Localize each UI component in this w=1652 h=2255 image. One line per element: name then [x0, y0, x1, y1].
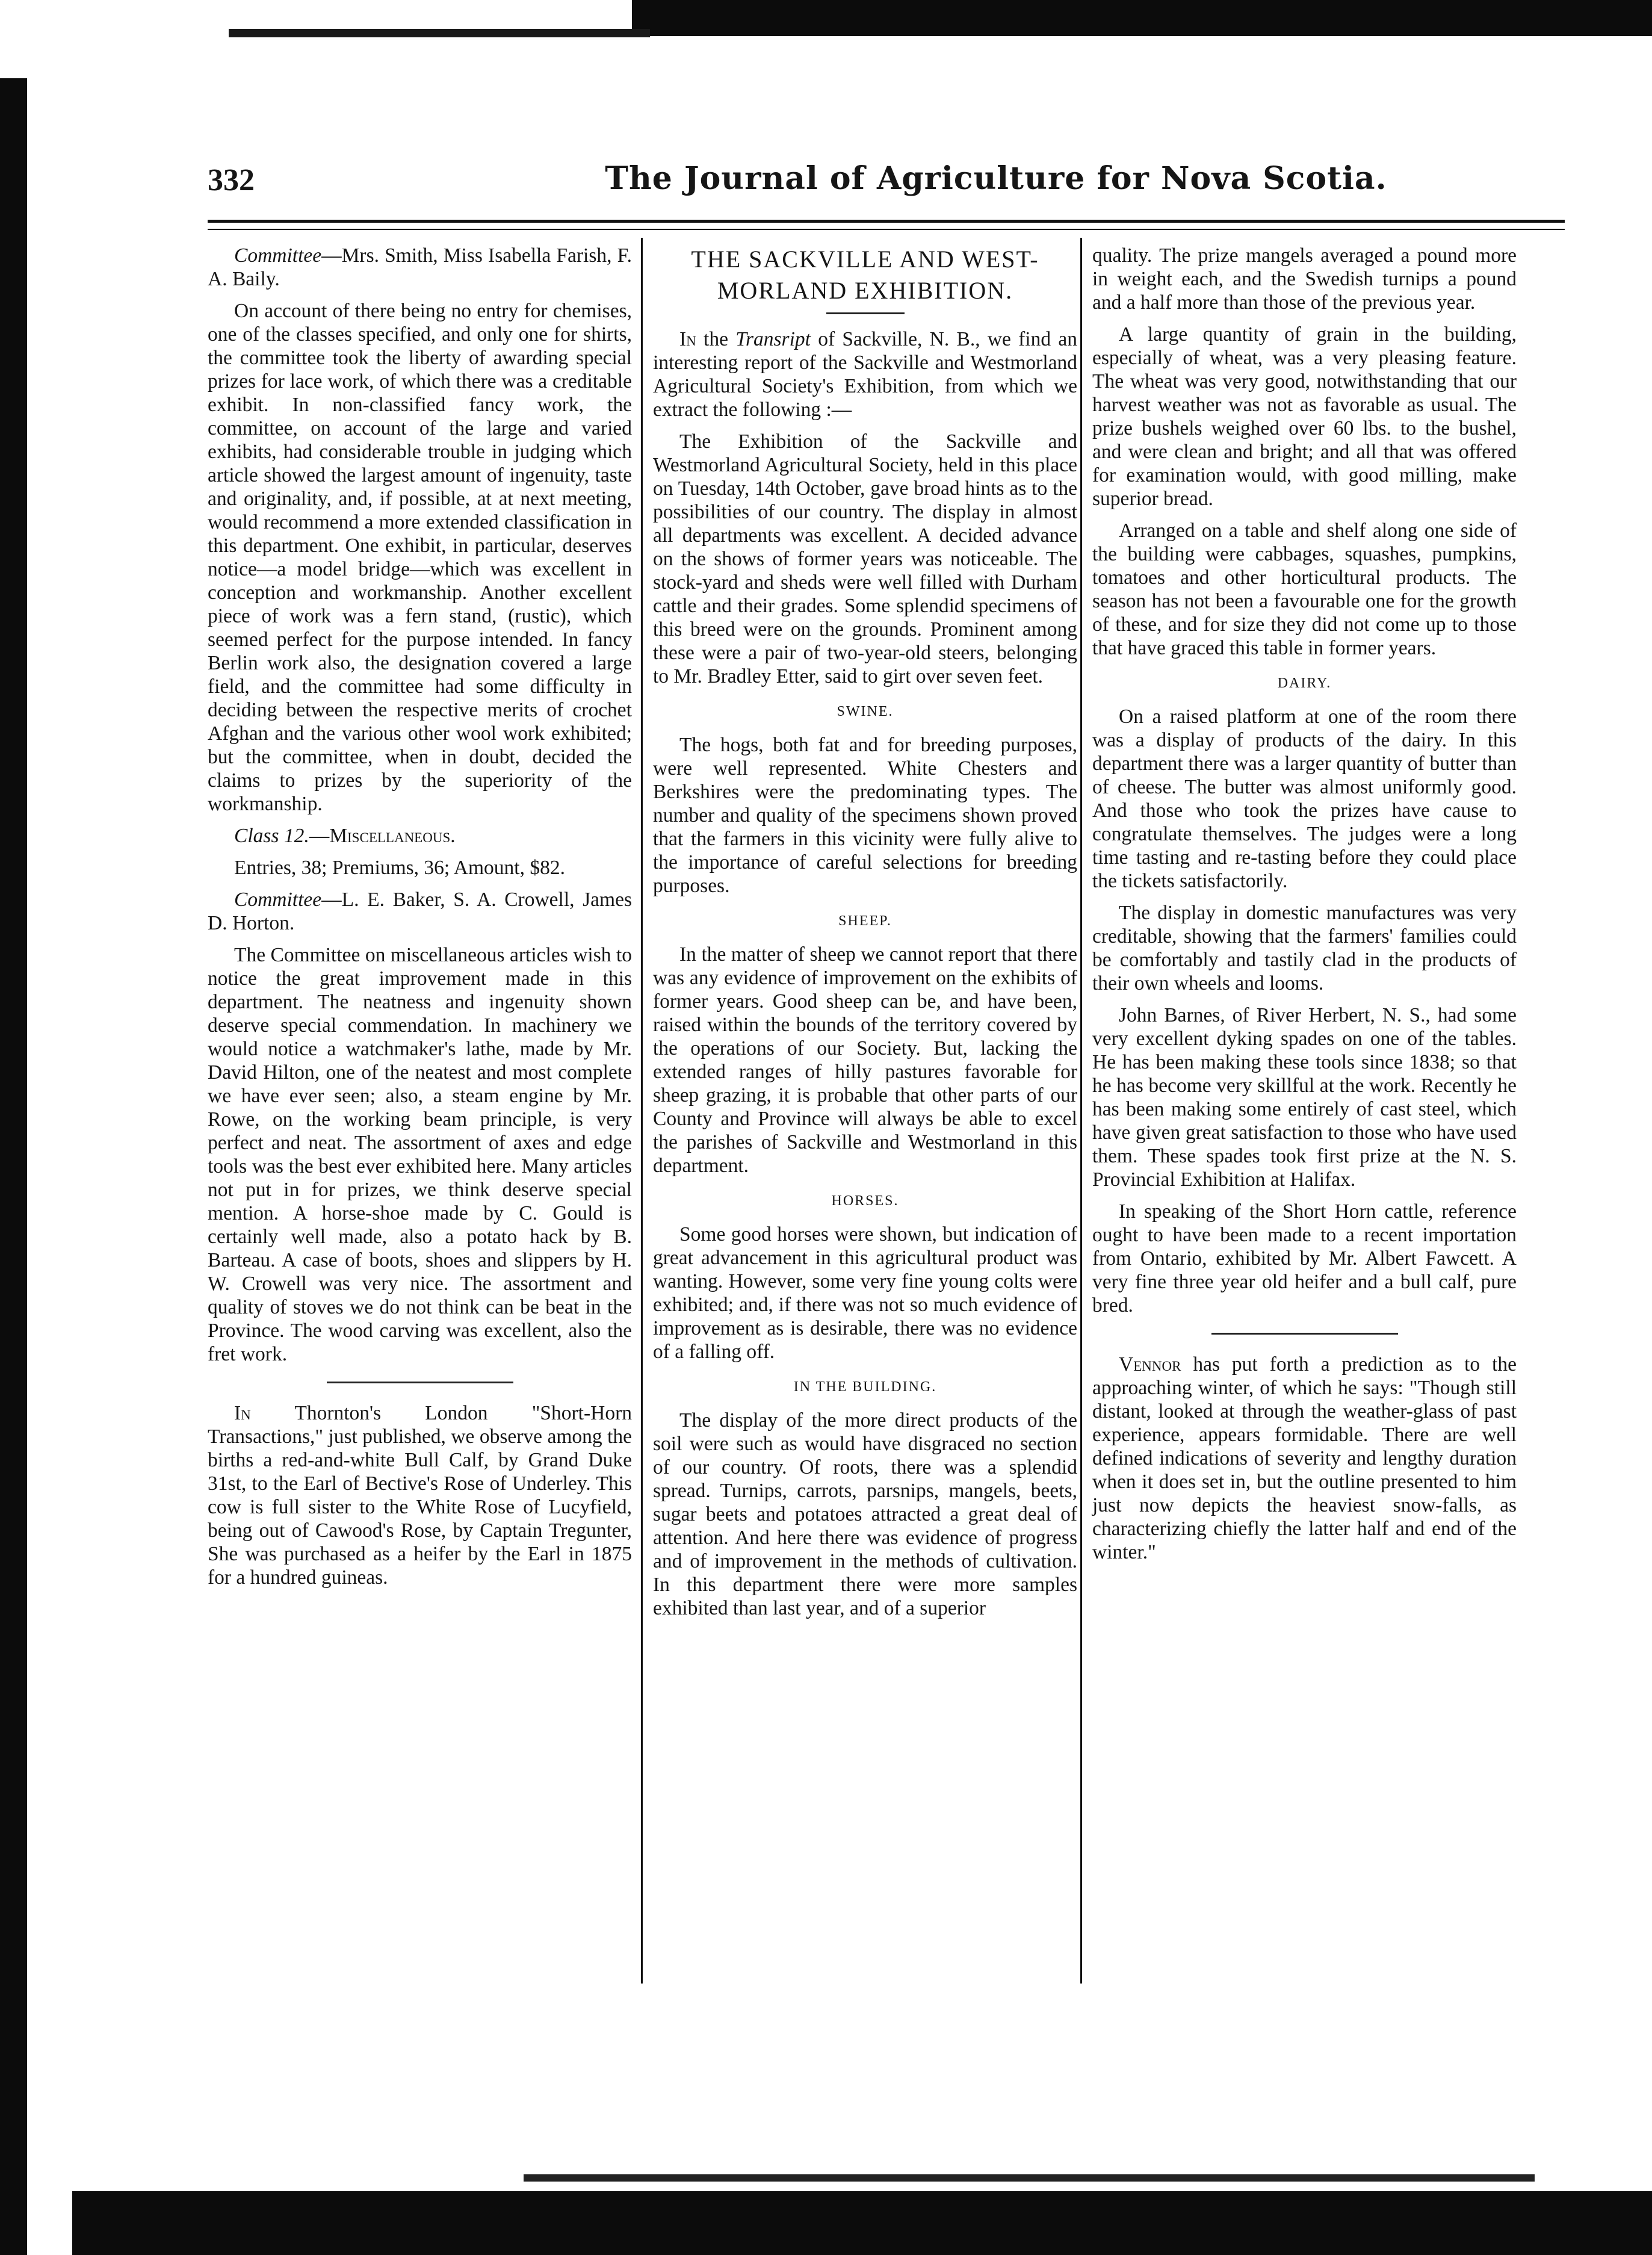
intro-paper-name: Transript	[735, 328, 811, 350]
subhead-building: IN THE BUILDING.	[793, 1379, 937, 1395]
scan-border-bottom-thin	[524, 2174, 1535, 2182]
subhead-dairy: DAIRY.	[1277, 675, 1332, 691]
dairy-paragraph: On a raised platform at one of the room there was a display of products of the dairy. In this department there was a larger quantity of butter than of cheese. The butter was almost uniformly good. And those who took the prizes have cause to congratulate themselves. The judges were a long time tasting and re-tasting before they could place the tickets satisfactorily.	[1092, 706, 1517, 892]
quality-paragraph: quality. The prize mangels averaged a pound more in weight each, and the Swedish turnips a pound and a half more than those of the previous year.	[1092, 244, 1517, 314]
swine-paragraph: The hogs, both fat and for breeding purposes, were well represented. White Chesters and Berkshires were the predominating types. The number and quality of the specimens shown proved that the farmers in this vicinity were fully alive to the importance of careful selections for breeding purposes.	[653, 734, 1077, 897]
domestic-paragraph: The display in domestic manufactures was very creditable, showing that the farmers' families could be comfortably and tastily clad in the products of their own wheels and looms.	[1092, 902, 1517, 994]
committee-label: Committee	[234, 244, 322, 267]
scan-border-left	[0, 78, 27, 2255]
subhead-swine: SWINE.	[837, 704, 894, 719]
committee-paragraph	[208, 244, 632, 291]
running-title: The Journal of Agriculture for Nova Scotia.	[605, 160, 1387, 197]
column-divider-2	[1080, 238, 1082, 1984]
horses-paragraph: Some good horses were shown, but indication of great advancement in this agricultural product was wanting. However, some very fine young colts were exhibited; and, if there was not so much evidence of improvement as is desirable, there was no evidence of a falling off.	[653, 1223, 1077, 1363]
column-right	[1092, 244, 1517, 1572]
page-number: 332	[208, 163, 255, 197]
vennor-lead: Vennor	[1119, 1353, 1181, 1376]
column-middle	[653, 244, 1077, 1628]
class-number: Class 12.	[234, 825, 309, 847]
committee-members: —Mrs. Smith, Miss Isabella Farish, F. A. Baily.	[208, 244, 632, 290]
misc-committee-paragraph	[208, 888, 632, 935]
thornton-text: Thornton's London "Short-Horn Transactions," just published, we observe among the births a red-and-white Bull Calf, by Grand Duke 31st, to the Earl of Bective's Rose of Underley. This cow is full sister to the White Rose of Lucyfield, being out of Cawood's Rose, by Captain Tregunter, She was purchased as a heifer by the Earl in 1875 for a hundred guineas.	[208, 1402, 632, 1589]
page-header	[208, 160, 1565, 211]
sheep-paragraph: In the matter of sheep we cannot report that there was any evidence of improvement on the exhibits of former years. Good sheep can be, and have been, raised within the bounds of the territory covered by the operations of our Society. But, lacking the extended ranges of hilly pastures favorable for sheep grazing, it is probable that other parts of our County and Province will always be able to excel the parishes of Sackville and Westmorland in this department.	[653, 943, 1077, 1177]
section-rule	[327, 1382, 513, 1383]
subhead-horses: HORSES.	[831, 1193, 899, 1209]
scan-border-top-thin	[229, 29, 650, 37]
column-left	[208, 244, 632, 1598]
shorthorn-paragraph: In speaking of the Short Horn cattle, reference ought to have been made to a recent importation from Ontario, exhibited by Mr. Albert Fawcett. A very fine three year old heifer and a bull calf, pure bred.	[1092, 1200, 1517, 1317]
intro-paragraph	[653, 327, 1077, 421]
building-paragraph: The display of the more direct products of the soil were such as would have disgraced no section of our country. Of roots, there was a splendid spread. Turnips, carrots, parsnips, mangels, beets, sugar beets and potatoes attracted a great deal of attention. And here there was evidence of progress and of improvement in the methods of cultivation. In this department there were more samples exhibited than last year, and of a superior	[653, 1409, 1077, 1619]
intro-lead: In	[679, 328, 696, 350]
scan-border-top	[632, 0, 1652, 36]
misc-committee-label: Committee	[234, 889, 322, 911]
thornton-lead: In	[234, 1402, 251, 1424]
class-heading	[208, 824, 632, 848]
exhibition-paragraph: The Exhibition of the Sackville and Westmorland Agricultural Society, held in this place on Tuesday, 14th October, gave broad hints as to the possibilities of our country. The display in almost all departments was excellent. A decided advance on the shows of former years was noticeable. The stock-yard and sheds were well filled with Durham cattle and their grades. Some splendid specimens of this breed were on the grounds. Prominent among these were a pair of two-year-old steers, belonging to Mr. Bradley Etter, said to girt over seven feet.	[653, 430, 1077, 687]
intro-mid: the	[696, 328, 736, 350]
barnes-paragraph: John Barnes, of River Herbert, N. S., had some very excellent dyking spades on one of the tables. He has been making these tools since 1838; so that he has become very skillful at the work. Recently he has been making some entirely of cast steel, which have given great satisfaction to those who have used them. These spades took first prize at the N. S. Provincial Exhibition at Halifax.	[1092, 1004, 1517, 1191]
header-rule	[208, 220, 1565, 230]
intro-rest: of Sackville, N. B., we find an interesting report of the Sackville and Westmorland Agricultural Society's Exhibition, from which we extract the following :—	[653, 328, 1077, 421]
article-title	[653, 244, 1077, 306]
subhead-sheep: SHEEP.	[838, 913, 892, 929]
scan-border-bottom	[72, 2191, 1652, 2255]
fancy-work-paragraph: On account of there being no entry for chemises, one of the classes specified, and only one for shirts, the committee took the liberty of awarding special prizes for lace work, of which there was a creditable exhibit. In non-classified fancy work, the committee, on account of the large and varied exhibits, had considerable trouble in judging which article showed the largest amount of ingenuity, taste and originality, and, if possible, at at next meeting, would recommend a more extended classification in this department. One exhibit, in particular, deserves notice—a model bridge—which was excellent in conception and workmanship. Another excellent piece of work was a fern stand, (rustic), which seemed perfect for the purpose intended. In fancy Berlin work also, the designation covered a large field, and the committee had some difficulty in deciding between the respective merits of crochet Afghan and the various other wool work exhibited; but the committee, when in doubt, decided the claims to prizes by the superiority of the workmanship.	[208, 300, 632, 815]
misc-report-paragraph: The Committee on miscellaneous articles wish to notice the great improvement made in this department. The neatness and ingenuity shown deserve special commendation. In machinery we would notice a watchmaker's lathe, made by Mr. David Hilton, one of the neatest and most complete we have ever seen; also, a steam engine by Mr. Rowe, on the working beam principle, is very perfect and neat. The assortment of axes and edge tools was the best ever exhibited here. Many articles not put in for prizes, we think deserve special mention. A horse-shoe made by C. Gould is certainly well made, also a potato hack by B. Barteau. A case of boots, shoes and slippers by H. W. Crowell was very nice. The assortment and quality of stoves we do not think can be beat in the Province. The wood carving was excellent, also the fret work.	[208, 944, 632, 1365]
grain-paragraph: A large quantity of grain in the building, especially of wheat, was a very pleasing feature. The wheat was very good, notwithstanding that our harvest weather was not as favorable as usual. The prize bushels weighed over 60 lbs. to the bushel, and were clean and bright; and all that was offered for examination would, with good milling, make superior bread.	[1092, 323, 1517, 510]
misc-committee-members: —L. E. Baker, S. A. Crowell, James D. Horton.	[208, 889, 632, 934]
article-title-line-2: MORLAND EXHIBITION.	[717, 277, 1013, 304]
thornton-paragraph	[208, 1401, 632, 1589]
entries-line: Entries, 38; Premiums, 36; Amount, $82.	[234, 857, 565, 879]
horticulture-paragraph: Arranged on a table and shelf along one side of the building were cabbages, squashes, pumpkins, tomatoes and other horticultural products. The season has not been a favourable one for the growth of these, and for size they did not come up to those that have graced this table in former years.	[1092, 520, 1517, 659]
column-divider-1	[641, 238, 643, 1984]
article-title-line-1: THE SACKVILLE AND WEST-	[691, 246, 1039, 273]
vennor-paragraph	[1092, 1353, 1517, 1564]
section-rule-right	[1211, 1333, 1398, 1335]
vennor-text: has put forth a prediction as to the approaching winter, of which he says: "Though still distant, looked at through the weather-glass of past experience, appears formidable. There are well defined indications of severity and lengthy duration when it does set in, but the outline presented to him just now depicts the heaviest snow-falls, as characterizing chiefly the latter half and end of the winter."	[1092, 1353, 1517, 1563]
class-name: —Miscellaneous.	[309, 825, 456, 847]
title-rule	[826, 312, 905, 314]
